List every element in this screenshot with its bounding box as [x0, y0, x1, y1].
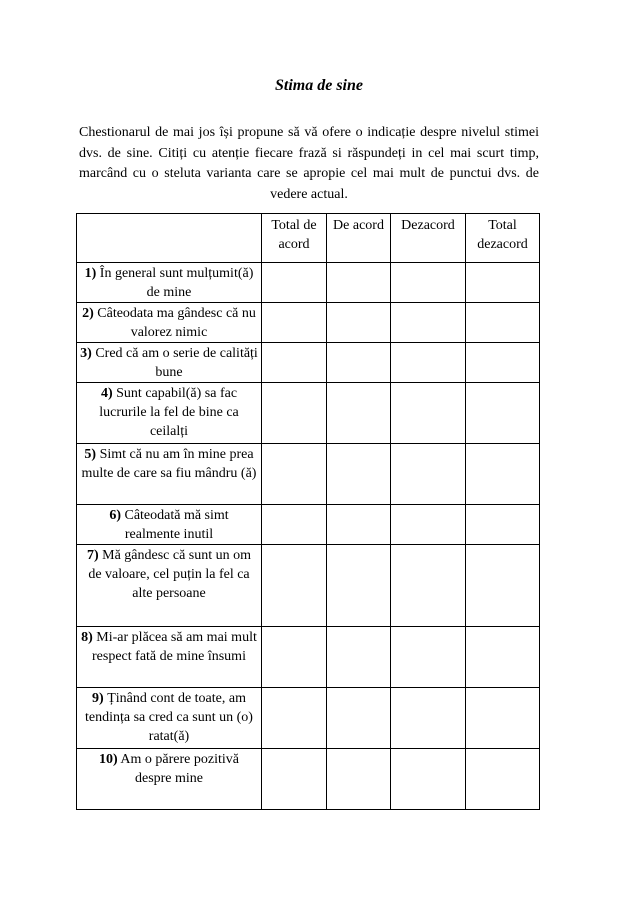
- answer-cell-total-disagree[interactable]: [466, 545, 540, 627]
- answer-cell-agree[interactable]: [327, 303, 391, 343]
- statement-number: 4): [100, 386, 113, 401]
- statement-cell: [77, 545, 262, 627]
- answer-cell-agree[interactable]: [327, 444, 391, 505]
- column-header-agree: De acord: [327, 214, 391, 263]
- answer-cell-disagree[interactable]: [391, 343, 466, 383]
- statement-text: Am o părere pozitivă despre mine: [120, 752, 239, 786]
- self-esteem-table: [76, 213, 540, 810]
- table-row: [77, 749, 540, 810]
- statement-text: Mi-ar plăcea să am mai mult respect fată de mine însumi: [92, 630, 257, 664]
- answer-cell-total-agree[interactable]: [262, 749, 327, 810]
- statement-cell: [77, 505, 262, 545]
- statement-cell: [77, 343, 262, 383]
- table-row: [77, 688, 540, 749]
- statement-text: Ținând cont de toate, am tendința sa cred ca sunt un (o) ratat(ă): [85, 691, 253, 744]
- answer-cell-agree[interactable]: [327, 545, 391, 627]
- answer-cell-total-disagree[interactable]: [466, 444, 540, 505]
- answer-cell-disagree[interactable]: [391, 505, 466, 545]
- answer-cell-agree[interactable]: [327, 505, 391, 545]
- statement-number: 5): [84, 447, 97, 462]
- intro-text: [79, 123, 539, 205]
- statement-number: 6): [109, 508, 121, 523]
- answer-cell-total-disagree[interactable]: [466, 343, 540, 383]
- statement-number: 8): [81, 630, 93, 645]
- statement-number: 10): [99, 752, 118, 767]
- answer-cell-total-agree[interactable]: [262, 383, 327, 444]
- table-row: [77, 505, 540, 545]
- answer-cell-disagree[interactable]: [391, 688, 466, 749]
- table-row: [77, 383, 540, 444]
- statement-text: Câteodată mă simt realmente inutil: [124, 508, 229, 542]
- statement-cell: [77, 383, 262, 444]
- answer-cell-disagree[interactable]: [391, 303, 466, 343]
- answer-cell-disagree[interactable]: [391, 383, 466, 444]
- statement-number: 7): [86, 548, 99, 563]
- answer-cell-disagree[interactable]: [391, 444, 466, 505]
- column-header-total-disagree: Total dezacord: [466, 214, 540, 263]
- answer-cell-total-disagree[interactable]: [466, 505, 540, 545]
- answer-cell-agree[interactable]: [327, 343, 391, 383]
- table-row: [77, 263, 540, 303]
- column-header-statement: [77, 214, 262, 263]
- answer-cell-disagree[interactable]: [391, 749, 466, 810]
- statement-number: 2): [82, 306, 94, 321]
- statement-text: Sunt capabil(ă) sa fac lucrurile la fel de bine ca ceilalți: [99, 386, 239, 439]
- statement-cell: [77, 303, 262, 343]
- statement-text: Mă gândesc că sunt un om de valoare, cel puțin la fel ca alte persoane: [88, 548, 252, 601]
- page-title: Stima de sine: [274, 77, 363, 94]
- table-row: [77, 545, 540, 627]
- answer-cell-agree[interactable]: [327, 627, 391, 688]
- answer-cell-total-agree[interactable]: [262, 688, 327, 749]
- answer-cell-total-disagree[interactable]: [466, 303, 540, 343]
- table-row: [77, 444, 540, 505]
- intro-paragraph: Chestionarul de mai jos își propune să vă ofere o indicație despre nivelul stimei dvs. de sine. Citiți cu atenție fiecare frază si răspundeți in cel mai scurt timp, marcând cu o steluta varianta care se apropie cel mai mult de punctui dvs. de vedere actual.: [79, 125, 539, 202]
- statement-cell: [77, 263, 262, 303]
- statement-number: 1): [84, 266, 97, 281]
- table-header-row: [77, 214, 540, 263]
- answer-cell-total-agree[interactable]: [262, 444, 327, 505]
- statement-cell: [77, 444, 262, 505]
- answer-cell-total-disagree[interactable]: [466, 749, 540, 810]
- answer-cell-total-agree[interactable]: [262, 545, 327, 627]
- answer-cell-disagree[interactable]: [391, 263, 466, 303]
- statement-number: 3): [80, 346, 92, 361]
- column-header-disagree: Dezacord: [391, 214, 466, 263]
- answer-cell-total-agree[interactable]: [262, 505, 327, 545]
- answer-cell-total-agree[interactable]: [262, 303, 327, 343]
- answer-cell-total-disagree[interactable]: [466, 627, 540, 688]
- answer-cell-total-disagree[interactable]: [466, 383, 540, 444]
- table-row: [77, 303, 540, 343]
- answer-cell-total-agree[interactable]: [262, 627, 327, 688]
- answer-cell-total-disagree[interactable]: [466, 263, 540, 303]
- answer-cell-agree[interactable]: [327, 263, 391, 303]
- answer-cell-agree[interactable]: [327, 383, 391, 444]
- table-row: [77, 343, 540, 383]
- statement-text: Câteodata ma gândesc că nu valorez nimic: [97, 306, 256, 340]
- answer-cell-agree[interactable]: [327, 749, 391, 810]
- statement-text: În general sunt mulțumit(ă) de mine: [99, 266, 254, 300]
- answer-cell-total-agree[interactable]: [262, 263, 327, 303]
- answer-cell-agree[interactable]: [327, 688, 391, 749]
- column-header-total-agree: Total de acord: [262, 214, 327, 263]
- answer-cell-disagree[interactable]: [391, 545, 466, 627]
- answer-cell-total-disagree[interactable]: [466, 688, 540, 749]
- statement-text: Cred că am o serie de calități bune: [95, 346, 258, 380]
- statement-cell: [77, 688, 262, 749]
- answer-cell-total-agree[interactable]: [262, 343, 327, 383]
- statement-cell: [77, 627, 262, 688]
- answer-cell-disagree[interactable]: [391, 627, 466, 688]
- table-row: [77, 627, 540, 688]
- statement-number: 9): [92, 691, 104, 706]
- statement-cell: [77, 749, 262, 810]
- statement-text: Simt că nu am în mine prea multe de care sa fiu mândru (ă): [81, 447, 257, 481]
